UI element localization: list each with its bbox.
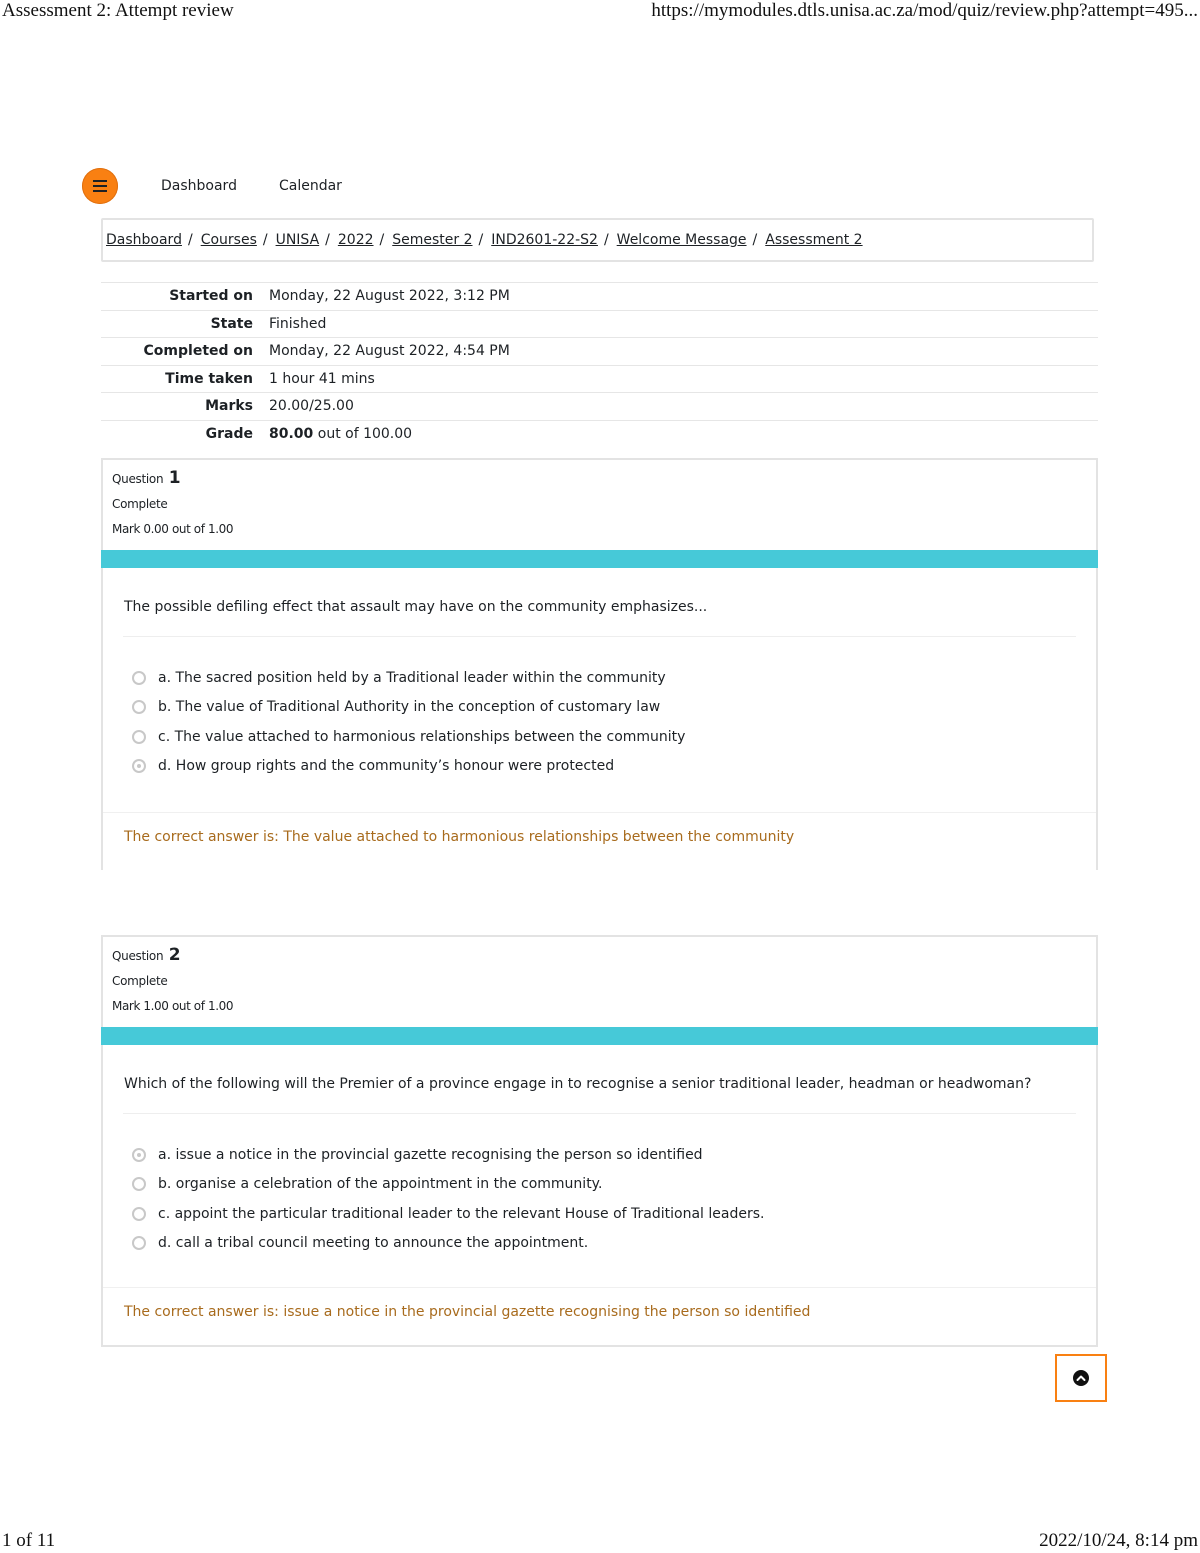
answer-label: b. The value of Traditional Authority in the conception of customary law — [158, 699, 661, 716]
question-text: Which of the following will the Premier of a province engage in to recognise a senior traditional leader, headman or headwoman? — [124, 1076, 1032, 1092]
summary-row-completed — [101, 337, 1098, 365]
nav-link-calendar[interactable]: Calendar — [278, 178, 342, 194]
summary-label: Marks — [205, 398, 253, 415]
breadcrumb-welcome-message[interactable]: Welcome Message — [616, 232, 747, 248]
summary-row-state — [101, 310, 1098, 338]
answer-label: c. appoint the particular traditional leader to the relevant House of Traditional leaders. — [158, 1205, 765, 1222]
breadcrumb-dashboard[interactable]: Dashboard — [106, 232, 182, 248]
question-info — [103, 937, 1096, 1027]
question-text: The possible defiling effect that assault may have on the community emphasizes... — [124, 599, 708, 615]
breadcrumb-separator: / — [325, 232, 330, 248]
summary-value: Monday, 22 August 2022, 4:54 PM — [269, 343, 510, 360]
breadcrumb-separator: / — [379, 232, 385, 248]
summary-value: 1 hour 41 mins — [269, 370, 375, 387]
answer-label: d. call a tribal council meeting to announce the appointment. — [158, 1235, 589, 1252]
radio-button-selected[interactable] — [132, 1148, 146, 1162]
radio-button[interactable] — [132, 1177, 146, 1191]
question-1 — [101, 458, 1098, 870]
radio-button[interactable] — [132, 671, 146, 685]
question-mark: Mark 0.00 out of 1.00 — [112, 522, 234, 536]
breadcrumb-year[interactable]: 2022 — [337, 232, 374, 248]
grade-out-of: out of 100.00 — [317, 425, 413, 442]
summary-row-marks — [101, 392, 1098, 420]
answer-label: c. The value attached to harmonious relationships between the community — [158, 728, 686, 745]
print-page-url: https://mymodules.dtls.unisa.ac.za/mod/quiz/review.php?attempt=495... — [651, 0, 1198, 21]
hamburger-icon[interactable] — [82, 168, 118, 204]
question-state: Complete — [112, 497, 168, 511]
answer-option[interactable] — [132, 752, 1096, 782]
summary-row-time-taken — [101, 365, 1098, 393]
print-page-number: 1 of 11 — [2, 1530, 56, 1551]
summary-label: Time taken — [165, 370, 253, 387]
answer-option[interactable] — [132, 1229, 1096, 1259]
breadcrumb-module[interactable]: IND2601-22-S2 — [491, 232, 598, 248]
answer-option[interactable] — [132, 722, 1096, 752]
breadcrumb-assessment[interactable]: Assessment 2 — [765, 232, 863, 248]
breadcrumb-courses[interactable]: Courses — [200, 232, 257, 248]
radio-button[interactable] — [132, 1207, 146, 1221]
answer-list — [103, 637, 1096, 781]
answer-list — [103, 1114, 1096, 1258]
correct-answer-feedback: The correct answer is: issue a notice in the provincial gazette recognising the person so identified — [103, 1287, 1096, 1347]
breadcrumb-separator: / — [752, 232, 758, 248]
arrow-up-icon — [1073, 1370, 1089, 1386]
answer-label: d. How group rights and the community’s honour were protected — [158, 758, 615, 775]
radio-button[interactable] — [132, 730, 146, 744]
question-2 — [101, 935, 1098, 1347]
print-datetime: 2022/10/24, 8:14 pm — [1039, 1530, 1198, 1551]
breadcrumb-separator: / — [603, 232, 609, 248]
summary-row-grade — [101, 420, 1098, 448]
breadcrumb — [101, 218, 1094, 262]
radio-button-selected[interactable] — [132, 759, 146, 773]
question-color-bar — [101, 1027, 1098, 1045]
attempt-summary-table — [101, 282, 1098, 447]
top-navigation — [82, 168, 342, 204]
summary-label: Grade — [205, 425, 253, 442]
correct-answer-feedback: The correct answer is: The value attached to harmonious relationships between the community — [103, 812, 1096, 872]
summary-value: 20.00/25.00 — [269, 398, 354, 415]
question-number: Question 2 — [112, 945, 181, 965]
print-header — [0, 0, 1200, 22]
question-mark: Mark 1.00 out of 1.00 — [112, 999, 234, 1013]
nav-link-dashboard[interactable]: Dashboard — [161, 178, 237, 194]
radio-button[interactable] — [132, 1236, 146, 1250]
question-info — [103, 460, 1096, 550]
print-footer — [0, 1530, 1200, 1552]
breadcrumb-semester[interactable]: Semester 2 — [392, 232, 473, 248]
breadcrumb-separator: / — [262, 232, 268, 248]
answer-label: a. issue a notice in the provincial gazette recognising the person so identified — [158, 1146, 703, 1163]
summary-label: State — [210, 315, 253, 332]
question-state: Complete — [112, 974, 168, 988]
radio-button[interactable] — [132, 700, 146, 714]
answer-label: a. The sacred position held by a Traditional leader within the community — [158, 669, 666, 686]
summary-label: Completed on — [143, 343, 253, 360]
answer-option[interactable] — [132, 1140, 1096, 1170]
question-color-bar — [101, 550, 1098, 568]
summary-label: Started on — [169, 288, 253, 305]
grade-score: 80.00 — [269, 425, 314, 442]
summary-value: Monday, 22 August 2022, 3:12 PM — [269, 288, 510, 305]
question-number: Question 1 — [112, 468, 181, 488]
breadcrumb-separator: / — [187, 232, 193, 248]
summary-value: Finished — [269, 315, 327, 332]
summary-row-started — [101, 282, 1098, 310]
answer-option[interactable] — [132, 663, 1096, 693]
answer-option[interactable] — [132, 693, 1096, 723]
answer-option[interactable] — [132, 1199, 1096, 1229]
summary-value — [269, 426, 412, 442]
breadcrumb-unisa[interactable]: UNISA — [275, 232, 320, 248]
back-to-top-button[interactable] — [1055, 1354, 1107, 1402]
print-page-title: Assessment 2: Attempt review — [2, 0, 234, 21]
answer-option[interactable] — [132, 1170, 1096, 1200]
answer-label: b. organise a celebration of the appointment in the community. — [158, 1176, 603, 1193]
breadcrumb-separator: / — [478, 232, 484, 248]
